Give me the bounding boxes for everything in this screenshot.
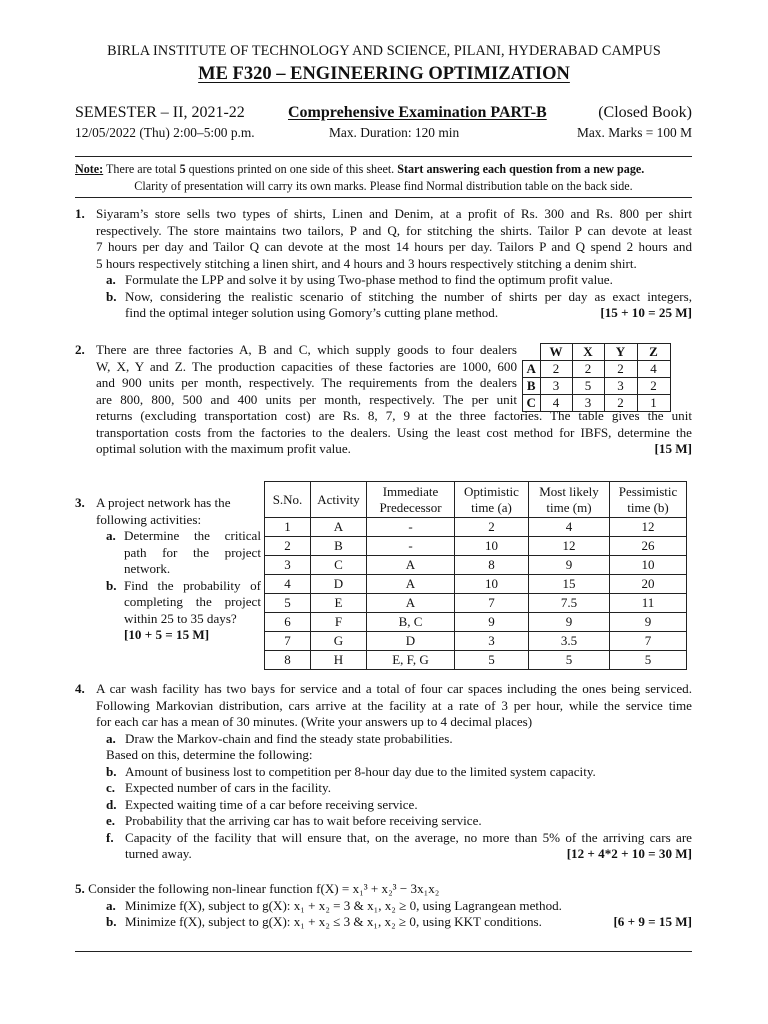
part-label: c. [106,780,116,795]
marks: [10 + 5 = 15 M] [124,627,210,642]
table-cell: 7 [265,632,311,651]
column-header: Activity [311,482,367,518]
header-line: time (a) [471,499,512,515]
part-f [106,830,692,863]
part-a [106,898,692,915]
part-a [106,731,692,748]
part-label: b. [106,288,117,304]
column-header: Y [604,344,637,361]
table-row [265,575,687,594]
table-cell: 9 [455,613,529,632]
activity-table [264,481,687,670]
table-cell: 2 [604,361,637,378]
part-text: turned away. [125,846,192,861]
table-cell: E [311,594,367,613]
table-cell: 4 [265,575,311,594]
book-type: (Closed Book) [598,104,692,121]
table-cell: 20 [610,575,687,594]
table-cell: D [367,632,455,651]
table-cell: 6 [265,613,311,632]
table-cell: 2 [637,378,670,395]
table-cell: 10 [455,537,529,556]
marks: [6 + 9 = 15 M] [613,914,692,929]
question-text-line: following activities: [96,511,202,527]
question-text-line: transportation costs from the factories to the dealers. Using the least cost method for IBFS, determine the [96,424,692,440]
question-number: 3. [75,495,85,510]
table-cell: 1 [637,395,670,412]
part-text: Find the probability of [124,577,261,593]
question-text-line: optimal solution with the maximum profit value. [96,441,351,456]
question-text-line: A project network has the [96,495,231,510]
row-header: A [523,361,541,378]
divider-top [75,156,692,157]
transportation-cost-table [522,343,671,412]
question-text-line: and 900 units per month, respectively. The requirements from the dealers [96,375,517,390]
semester: SEMESTER – II, 2021-22 [75,104,245,121]
note-label: Note: [75,162,104,176]
table-cell: 2 [265,537,311,556]
question-number: 1. [75,206,85,221]
part-text: Minimize f(X), subject to g(X): x₁ + x₂ ≤ 3 & x₁, x₂ ≥ 0, using KKT conditions. [125,914,542,929]
part-a [106,272,692,289]
table-cell: A [311,518,367,537]
table-cell: 9 [610,613,687,632]
header-row-1 [75,104,692,124]
table-cell: 4 [529,518,610,537]
question-text-line: Siyaram’s store sells two types of shirts, Linen and Denim, at a profit of Rs. 300 and Rs. 800 per shirt [96,206,692,221]
note-bold-text: Start answering each question from a new page. [397,162,645,176]
part-a [106,528,261,578]
part-b [106,914,692,931]
part-text: Determine the critical [124,528,261,543]
question-text-line: respectively. The store maintains two tailors, P and Q, for stitching the shirts. Tailor P can devote at least [96,222,692,238]
table-cell: C [311,556,367,575]
question-4 [75,681,692,863]
note-text: questions printed on one side of this sheet. [188,162,395,176]
table-row [265,613,687,632]
table-cell: B [311,537,367,556]
question-count: 5 [179,162,186,176]
table-cell: 5 [610,651,687,670]
table-cell: 7 [455,594,529,613]
part-text: Expected waiting time of a car before receiving service. [125,796,418,812]
column-header [610,482,687,518]
header-line: Predecessor [379,499,442,515]
table-cell: 5 [572,378,604,395]
max-marks: Max. Marks = 100 M [576,125,692,140]
question-5 [75,881,692,931]
exam-title: Comprehensive Examination PART-B [288,104,547,121]
table-cell: 3 [265,556,311,575]
header-row-2 [75,125,692,143]
table-cell: - [367,537,455,556]
table-cell: 3 [540,378,572,395]
table-cell: 10 [455,575,529,594]
part-label: b. [106,914,117,929]
table-row [265,556,687,575]
part-label: a. [106,897,116,913]
table-cell: 4 [637,361,670,378]
part-text: Amount of business lost to competition per 8-hour day due to the limited system capacity. [125,763,596,779]
part-text: find the optimal integer solution using Gomory’s cutting plane method. [125,305,499,320]
part-text: Draw the Markov-chain and find the steady state probabilities. [125,730,453,746]
part-label: e. [106,813,116,828]
part-b [106,578,261,644]
table-cell: 3 [455,632,529,651]
table-cell: G [311,632,367,651]
question-number: 5. [75,881,85,896]
part-text: completing the project [124,594,261,609]
institute-name: BIRLA INSTITUTE OF TECHNOLOGY AND SCIENCE, PILANI, HYDERABAD CAMPUS [107,43,661,59]
question-text-line: Following Markovian distribution, cars arrive at the facility at a rate of 3 per hour, while the service time [96,697,692,713]
part-c [106,780,692,797]
part-text: within 25 to 35 days? [124,610,237,626]
marks: [15 M] [654,441,692,456]
question-text-line: for each car has a mean of 30 minutes. (Write your answers up to 4 decimal places) [96,714,533,729]
question-text-line: 7 hours per day and Tailor Q can devote at the most 14 hours per day. Tailors P and Q spend 2 hours and [96,239,692,254]
part-text: path for the project [124,544,261,560]
table-cell: 2 [540,361,572,378]
part-b [106,764,692,781]
table-cell: 8 [455,556,529,575]
table-cell: 9 [529,556,610,575]
note-block [75,161,692,195]
row-header: B [523,378,541,395]
course-title: ME F320 – ENGINEERING OPTIMIZATION [198,64,570,84]
table-cell: - [367,518,455,537]
table-cell: 1 [265,518,311,537]
table-cell: E, F, G [367,651,455,670]
question-text: Consider the following non-linear function [88,881,313,896]
note-line-2: Clarity of presentation will carry its own marks. Please find Normal distribution table on the back side. [134,179,633,193]
exam-date-time: 12/05/2022 (Thu) 2:00–5:00 p.m. [75,125,255,140]
question-text-line: are 800, 800, 500 and 400 units per month, respectively. The per unit [96,391,517,407]
table-cell: A [367,575,455,594]
part-text: Expected number of cars in the facility. [125,780,332,795]
question-text-line: A car wash facility has two bays for service and a total of four car spaces including the ones being serviced. [96,681,692,696]
table-row [265,518,687,537]
table-cell: 15 [529,575,610,594]
table-cell: H [311,651,367,670]
table-cell: 5 [529,651,610,670]
question-text-line: W, X, Y and Z. The production capacities of these factories are 1000, 600 [96,358,517,374]
part-text: Formulate the LPP and solve it by using Two-phase method to find the optimum profit value. [125,272,613,287]
table-row [265,537,687,556]
table-cell: 12 [529,537,610,556]
question-number: 4. [75,681,85,696]
column-header: Z [637,344,670,361]
table-cell: 5 [455,651,529,670]
table-row [523,395,671,412]
column-header: X [572,344,604,361]
table-row [523,361,671,378]
header-line: time (b) [627,499,669,515]
column-header: W [540,344,572,361]
header-line: Immediate [382,483,439,499]
table-cell: 12 [610,518,687,537]
table-header-row [523,344,671,361]
table-cell: 3.5 [529,632,610,651]
part-text: Now, considering the realistic scenario of stitching the number of shirts per day as exact integers, [125,288,692,304]
question-3 [75,495,261,644]
question-1 [75,206,692,322]
note-text: There are total [106,162,177,176]
column-header [455,482,529,518]
table-header-row [265,482,687,518]
based-on-text: Based on this, determine the following: [106,747,313,762]
table-row [265,632,687,651]
question-text-line: returns (excluding transportation cost) are Rs. 8, 7, 9 at the three factories. The table gives the unit [96,408,692,423]
table-cell: 4 [540,395,572,412]
table-cell: 2 [455,518,529,537]
table-cell: 26 [610,537,687,556]
table-cell: 3 [604,378,637,395]
table-corner [523,344,541,361]
part-text: Probability that the arriving car has to wait before receiving service. [125,813,482,828]
part-d [106,797,692,814]
row-header: C [523,395,541,412]
question-number: 2. [75,342,85,357]
table-cell: 7.5 [529,594,610,613]
divider-bottom [75,951,692,952]
table-cell: 10 [610,556,687,575]
part-label: d. [106,796,117,812]
table-cell: 9 [529,613,610,632]
divider-note [75,197,692,198]
table-cell: 7 [610,632,687,651]
part-e [106,813,692,830]
marks: [12 + 4*2 + 10 = 30 M] [566,846,692,861]
part-label: b. [106,763,117,779]
table-row [265,594,687,613]
table-cell: B, C [367,613,455,632]
table-cell: 2 [572,361,604,378]
part-b [106,289,692,322]
marks: [15 + 10 = 25 M] [600,305,692,320]
function-expression: f(X) = x₁³ + x₂³ − 3x₁x₂ [316,881,440,896]
table-cell: 5 [265,594,311,613]
header-line: time (m) [546,499,592,515]
column-header [367,482,455,518]
table-row [265,651,687,670]
question-text-line: 5 hours respectively stitching a linen shirt, and 4 hours and 3 hours respectively stitching a denim shirt. [96,255,637,271]
question-text-line: There are three factories A, B and C, which supply goods to four dealers [96,342,517,357]
table-cell: F [311,613,367,632]
part-label: f. [106,829,114,845]
table-cell: 8 [265,651,311,670]
column-header [529,482,610,518]
max-duration: Max. Duration: 120 min [329,125,460,140]
table-cell: 2 [604,395,637,412]
part-text: Minimize f(X), subject to g(X): x₁ + x₂ = 3 & x₁, x₂ ≥ 0, using Lagrangean method. [125,897,562,913]
part-label: a. [106,730,116,746]
column-header: S.No. [265,482,311,518]
header-line: Pessimistic [618,483,678,499]
table-cell: A [367,594,455,613]
table-cell: D [311,575,367,594]
part-label: a. [106,272,116,287]
header-line: Optimistic [464,483,519,499]
part-text: network. [124,561,171,576]
table-cell: A [367,556,455,575]
header-line: Most likely [539,483,599,499]
part-text: Capacity of the facility that will ensure that, on the average, no more than 5% of the arriving cars are [125,829,692,845]
part-label: a. [106,528,116,543]
table-cell: 11 [610,594,687,613]
part-label: b. [106,577,117,593]
table-cell: 3 [572,395,604,412]
table-row [523,378,671,395]
